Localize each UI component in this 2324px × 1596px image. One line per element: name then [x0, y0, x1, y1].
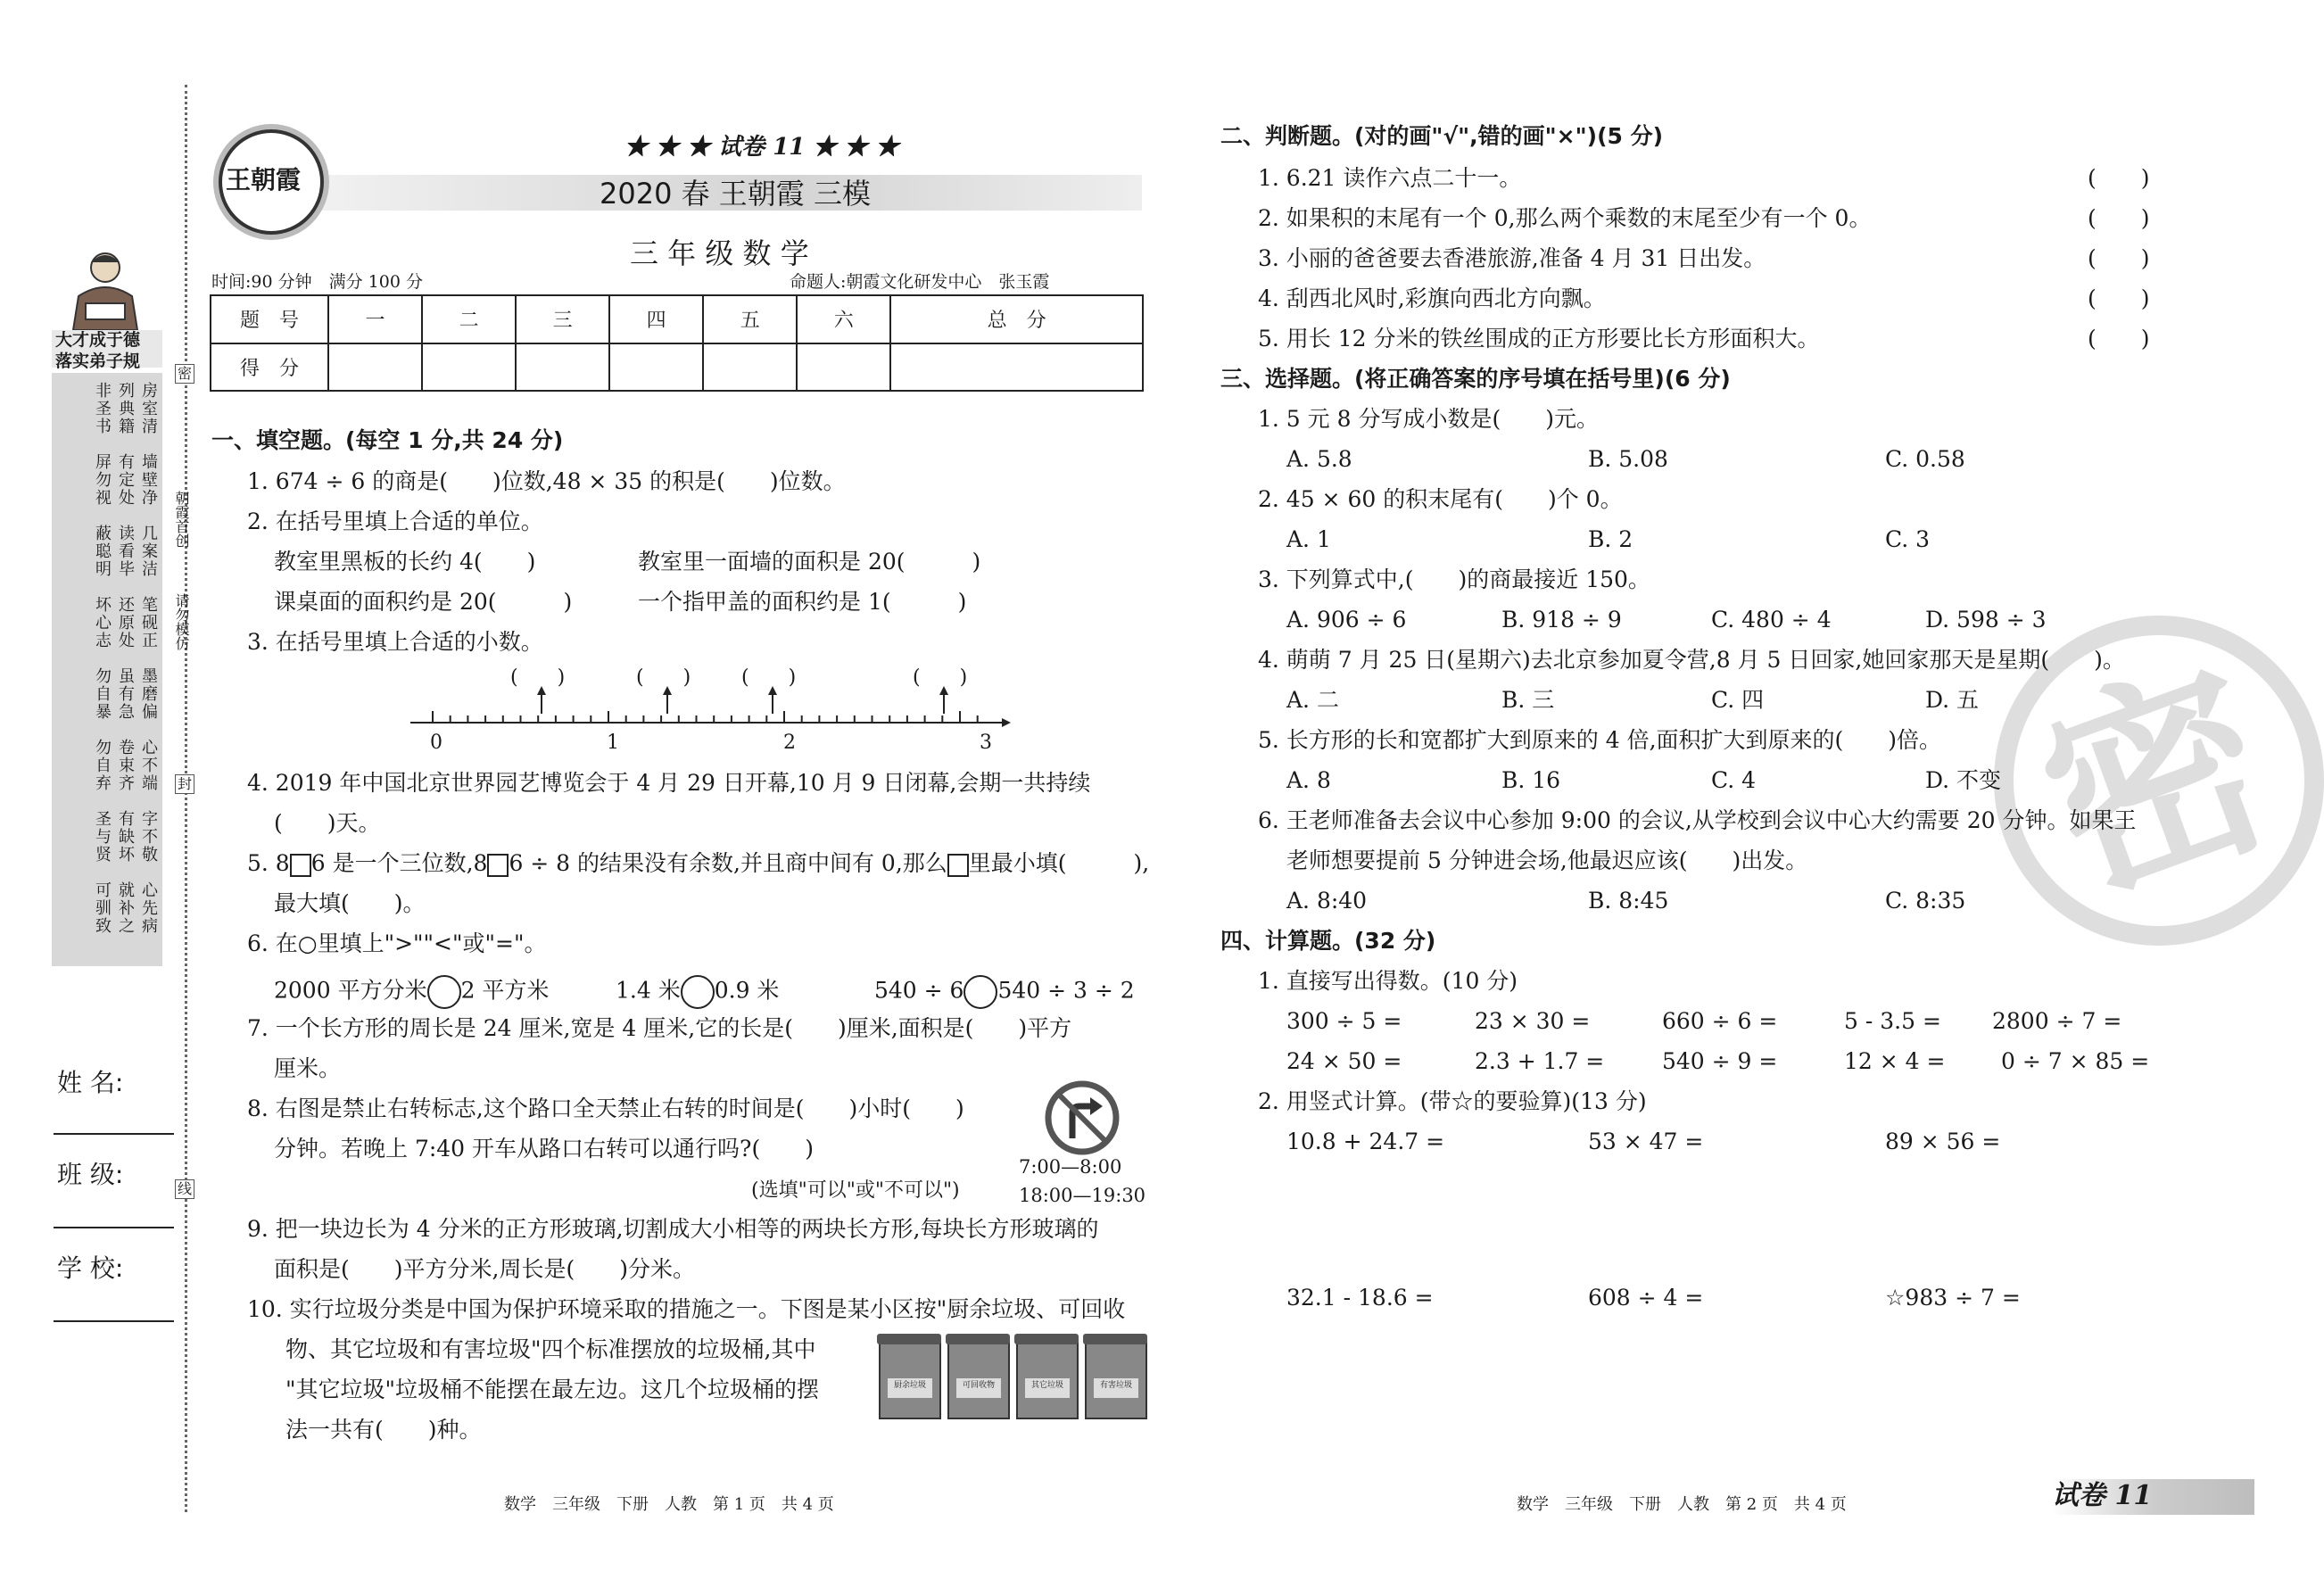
numberline-label-1: 1 — [607, 732, 619, 754]
s3-q6-opt: A. 8:40 — [1286, 888, 1368, 914]
s2-answer-5[interactable]: ( ) — [2088, 326, 2150, 351]
calc-item: 2.3 + 1.7 = — [1475, 1048, 1605, 1074]
name-field[interactable] — [54, 1133, 174, 1135]
motto-phrase: 有缺坏 — [116, 810, 135, 864]
bin-label: 厨余垃圾 — [888, 1378, 932, 1398]
s3-q3: 3. 下列算式中,( )的商最接近 150。 — [1258, 566, 1650, 592]
s2-item-4: 4. 刮西北风时,彩旗向西北方向飘。 — [1258, 285, 1606, 311]
s1-q5a-part1: 5. 8 — [247, 850, 290, 876]
class-label: 班 级: — [57, 1160, 124, 1189]
mascot-figure — [61, 252, 150, 332]
blank-square — [947, 854, 969, 877]
score-col: 五 — [703, 295, 797, 343]
motto-phrase: 还原处 — [116, 596, 135, 649]
name-label: 姓 名: — [57, 1068, 124, 1097]
author-info: 命题人:朝霞文化研发中心 张玉霞 — [790, 272, 1050, 292]
bin-lid — [1014, 1334, 1079, 1344]
subject-title: 三 年 级 数 学 — [630, 236, 809, 270]
s3-q1-opt: B. 5.08 — [1588, 446, 1668, 472]
s2-item-5: 5. 用长 12 分米的铁丝围成的正方形要比长方形面积大。 — [1258, 326, 1820, 351]
s3-q4-opt: C. 四 — [1711, 687, 1765, 713]
sidebar-slogan-1: 大才成于德 — [55, 330, 141, 350]
s4-q2: 2. 用竖式计算。(带☆的要验算)(13 分) — [1258, 1088, 1647, 1114]
numberline-label-0: 0 — [430, 732, 442, 754]
motto-phrase: 勿自暴 — [93, 667, 112, 721]
s3-q2: 2. 45 × 60 的积末尾有( )个 0。 — [1258, 486, 1623, 512]
score-table — [210, 294, 1144, 392]
motto-phrase: 读看毕 — [116, 525, 135, 578]
motto-phrase: 虽有急 — [116, 667, 135, 721]
score-cell[interactable] — [328, 343, 422, 392]
s1-q1: 1. 674 ÷ 6 的商是( )位数,48 × 35 的积是( )位数。 — [247, 468, 846, 494]
s1-q4a: 4. 2019 年中国北京世界园艺博览会于 4 月 29 日开幕,10 月 9 日闭幕,会期一共持续 — [247, 770, 1091, 796]
section4-title: 四、计算题。(32 分) — [1220, 928, 1436, 954]
motto-phrase: 蔽聪明 — [93, 525, 112, 578]
s3-q5: 5. 长方形的长和宽都扩大到原来的 4 倍,面积扩大到原来的( )倍。 — [1258, 727, 1942, 753]
s1-q2: 2. 在括号里填上合适的单位。 — [247, 509, 543, 534]
s3-q5-opt: B. 16 — [1501, 767, 1561, 793]
bin-label: 其它垃圾 — [1025, 1378, 1070, 1398]
s3-q3-opt: B. 918 ÷ 9 — [1501, 607, 1622, 633]
s3-q1: 1. 5 元 8 分写成小数是( )元。 — [1258, 406, 1599, 432]
no-right-turn-icon — [1044, 1079, 1121, 1156]
s2-answer-1[interactable]: ( ) — [2088, 165, 2150, 191]
s1-q5a-part3: 6 ÷ 8 的结果没有余数,并且商中间有 0,那么 — [509, 850, 947, 876]
s1-q8c: (选填"可以"或"不可以") — [751, 1179, 960, 1202]
numberline-blank-1[interactable]: ( ) — [510, 666, 566, 689]
s1-q10b: 物、其它垃圾和有害垃圾"四个标准摆放的垃圾桶,其中 — [285, 1336, 816, 1362]
motto-phrase: 墨磨偏 — [139, 667, 158, 721]
motto-phrase: 可驯致 — [93, 881, 112, 935]
s1-q2b: 教室里一面墙的面积是 20( ) — [638, 549, 981, 575]
seal-mark-3: 线 — [175, 1179, 194, 1199]
score-col: 一 — [328, 295, 422, 343]
bin-lid — [1083, 1334, 1147, 1344]
q6a-right: 2 平方米 — [460, 977, 550, 1004]
s1-q6-row — [274, 975, 549, 1009]
motto-phrase: 几案洁 — [139, 525, 158, 578]
s1-q7b: 厘米。 — [274, 1055, 342, 1081]
vertical-calc-item: ☆983 ÷ 7 = — [1885, 1285, 2021, 1311]
score-col: 总 分 — [890, 295, 1143, 343]
motto-phrase: 卷束齐 — [116, 739, 135, 792]
numberline-blank-3[interactable]: ( ) — [741, 666, 797, 689]
motto-phrase: 圣与贤 — [93, 810, 112, 864]
class-field[interactable] — [54, 1227, 174, 1228]
s1-q2c: 课桌面的面积约是 20( ) — [274, 589, 573, 615]
blank-square — [290, 854, 311, 877]
s2-item-1: 1. 6.21 读作六点二十一。 — [1258, 165, 1522, 191]
s3-q4-opt: D. 五 — [1925, 687, 1980, 713]
calc-item: 540 ÷ 9 = — [1662, 1048, 1778, 1074]
calc-item: 24 × 50 = — [1286, 1048, 1402, 1074]
score-cell[interactable] — [422, 343, 516, 392]
score-row-label: 题 号 — [211, 295, 328, 343]
numberline-blank-4[interactable]: ( ) — [913, 666, 968, 689]
motto-phrase: 非圣书 — [93, 382, 112, 435]
s2-answer-4[interactable]: ( ) — [2088, 285, 2150, 311]
s3-q4-opt: A. 二 — [1286, 687, 1339, 713]
blank-square — [487, 854, 509, 877]
s3-q2-opt: B. 2 — [1588, 526, 1633, 552]
s4-q1: 1. 直接写出得数。(10 分) — [1258, 968, 1518, 994]
footer-left: 数学 三年级 下册 人教 第 1 页 共 4 页 — [504, 1495, 834, 1514]
motto-phrase: 心先病 — [139, 881, 158, 935]
q6c-left: 540 ÷ 6 — [874, 977, 964, 1004]
numberline-label-2: 2 — [783, 732, 796, 754]
s1-q6b — [616, 975, 779, 1009]
motto-phrase: 笔砚正 — [139, 596, 158, 649]
vertical-calc-item: 89 × 56 = — [1885, 1129, 2001, 1154]
score-col: 四 — [609, 295, 703, 343]
score-cell[interactable] — [703, 343, 797, 392]
binding-dotted-line — [185, 85, 187, 1512]
section3-title: 三、选择题。(将正确答案的序号填在括号里)(6 分) — [1220, 366, 1731, 392]
s1-q2d: 一个指甲盖的面积约是 1( ) — [638, 589, 967, 615]
vertical-calc-item: 608 ÷ 4 = — [1588, 1285, 1704, 1311]
motto-phrase: 墙壁净 — [139, 453, 158, 507]
time-info: 时间:90 分钟 满分 100 分 — [211, 272, 423, 292]
bin-label: 有害垃圾 — [1094, 1378, 1138, 1398]
vertical-calc-item: 10.8 + 24.7 = — [1286, 1129, 1445, 1154]
q6b-right: 0.9 米 — [714, 977, 780, 1004]
motto-phrase: 屏勿视 — [93, 453, 112, 507]
numberline-label-3: 3 — [980, 732, 992, 754]
side-mark-1: 朝霞首创 — [173, 491, 190, 548]
bin-label: 可回收物 — [956, 1378, 1001, 1398]
trash-bin-recyclable — [947, 1341, 1010, 1419]
motto-phrase: 字不敬 — [139, 810, 158, 864]
section1-title: 一、填空题。(每空 1 分,共 24 分) — [211, 427, 564, 453]
s1-q7a: 7. 一个长方形的周长是 24 厘米,宽是 4 厘米,它的长是( )厘米,面积是( )平方 — [247, 1015, 1072, 1041]
numberline-blank-2[interactable]: ( ) — [636, 666, 691, 689]
score-row-label: 得 分 — [211, 343, 328, 392]
s1-q8b: 分钟。若晚上 7:40 开车从路口右转可以通行吗?( ) — [274, 1136, 814, 1162]
s1-q4b: ( )天。 — [274, 810, 381, 836]
vertical-calc-item: 32.1 - 18.6 = — [1286, 1285, 1434, 1311]
calc-item: 5 - 3.5 = — [1844, 1008, 1941, 1034]
s3-q5-opt: C. 4 — [1711, 767, 1757, 793]
vertical-calc-item: 53 × 47 = — [1588, 1129, 1704, 1154]
paper-label: ★ ★ ★ 试卷 11 ★ ★ ★ — [624, 134, 899, 161]
s3-q3-opt: A. 906 ÷ 6 — [1286, 607, 1407, 633]
s1-q10c: "其它垃圾"垃圾桶不能摆在最左边。这几个垃圾桶的摆 — [285, 1377, 820, 1402]
motto-phrase: 列典籍 — [116, 382, 135, 435]
s1-q5b: 最大填( )。 — [274, 890, 426, 916]
motto-phrase: 有定处 — [116, 453, 135, 507]
s1-q5a-part4: 里最小填( ), — [968, 850, 1150, 876]
seal-mark-2: 封 — [175, 774, 194, 794]
calc-item: 23 × 30 = — [1475, 1008, 1591, 1034]
s1-q5a-part2: 6 是一个三位数,8 — [310, 850, 488, 876]
q8-time-2: 18:00—19:30 — [1019, 1185, 1146, 1206]
calc-item: 660 ÷ 6 = — [1662, 1008, 1778, 1034]
motto-phrase: 就补之 — [116, 881, 135, 935]
s2-answer-2[interactable]: ( ) — [2088, 205, 2150, 231]
calc-item: 12 × 4 = — [1844, 1048, 1946, 1074]
s3-q1-opt: C. 0.58 — [1885, 446, 1965, 472]
score-cell[interactable] — [797, 343, 890, 392]
compare-circle[interactable] — [681, 975, 715, 1009]
corner-label: 试卷 11 — [2052, 1480, 2153, 1511]
logo-badge — [219, 129, 324, 235]
s2-item-3: 3. 小丽的爸爸要去香港旅游,准备 4 月 31 日出发。 — [1258, 245, 1766, 271]
school-field[interactable] — [54, 1320, 174, 1322]
s3-q3-opt: C. 480 ÷ 4 — [1711, 607, 1832, 633]
bin-lid — [877, 1334, 941, 1344]
s3-q6-opt: B. 8:45 — [1588, 888, 1669, 914]
score-cell[interactable] — [609, 343, 703, 392]
s1-q6c — [874, 975, 1135, 1009]
bin-lid — [946, 1334, 1010, 1344]
s1-q10a: 10. 实行垃圾分类是中国为保护环境采取的措施之一。下图是某小区按"厨余垃圾、可回收 — [247, 1296, 1126, 1322]
s1-q6: 6. 在○里填上">""<"或"="。 — [247, 930, 547, 956]
s2-answer-3[interactable]: ( ) — [2088, 245, 2150, 271]
s1-q9b: 面积是( )平方分米,周长是( )分米。 — [274, 1256, 695, 1282]
exam-title: 2020 春 王朝霞 三模 — [600, 177, 871, 211]
s1-q3: 3. 在括号里填上合适的小数。 — [247, 629, 543, 655]
s3-q4-opt: B. 三 — [1501, 687, 1555, 713]
score-cell[interactable] — [890, 343, 1143, 392]
s3-q4: 4. 萌萌 7 月 25 日(星期六)去北京参加夏令营,8 月 5 日回家,她回家那天是星期( )。 — [1258, 647, 2125, 673]
q6a-left: 2000 平方分米 — [274, 977, 427, 1004]
s3-q5-opt: D. 不变 — [1925, 767, 2002, 793]
s3-q5-opt: A. 8 — [1286, 767, 1331, 793]
motto-phrase: 坏心志 — [93, 596, 112, 649]
s3-q3-opt: D. 598 ÷ 3 — [1925, 607, 2047, 633]
s3-q2-opt: A. 1 — [1286, 526, 1331, 552]
motto-phrase: 勿自弃 — [93, 739, 112, 792]
s1-q2a: 教室里黑板的长约 4( ) — [274, 549, 536, 575]
q6b-left: 1.4 米 — [616, 977, 681, 1004]
footer-right: 数学 三年级 下册 人教 第 2 页 共 4 页 — [1517, 1495, 1847, 1514]
s3-q6b: 老师想要提前 5 分钟进会场,他最迟应该( )出发。 — [1286, 848, 1808, 873]
logo-text: 王朝霞 — [226, 165, 302, 194]
watermark-char: 密 — [2013, 627, 2301, 938]
seal-mark-1: 密 — [175, 364, 194, 384]
score-col: 二 — [422, 295, 516, 343]
s1-q5a — [247, 850, 1149, 877]
sidebar-slogan-2: 落实弟子规 — [55, 351, 141, 371]
trash-bin-food — [879, 1341, 941, 1419]
compare-circle[interactable] — [964, 975, 997, 1009]
s1-q10d: 法一共有( )种。 — [285, 1417, 482, 1443]
compare-circle[interactable] — [427, 975, 461, 1009]
calc-item: 2800 ÷ 7 = — [1992, 1008, 2122, 1034]
s3-q1-opt: A. 5.8 — [1286, 446, 1352, 472]
s2-item-2: 2. 如果积的末尾有一个 0,那么两个乘数的末尾至少有一个 0。 — [1258, 205, 1872, 231]
motto-phrase: 房室清 — [139, 382, 158, 435]
q8-time-1: 7:00—8:00 — [1019, 1156, 1122, 1178]
calc-item: 300 ÷ 5 = — [1286, 1008, 1402, 1034]
score-cell[interactable] — [516, 343, 609, 392]
trash-bin-other — [1016, 1341, 1079, 1419]
trash-bin-hazardous — [1085, 1341, 1147, 1419]
s3-q6-opt: C. 8:35 — [1885, 888, 1966, 914]
motto-phrase: 心不端 — [139, 739, 158, 792]
score-col: 六 — [797, 295, 890, 343]
calc-item: 0 ÷ 7 × 85 = — [2001, 1048, 2150, 1074]
side-mark-2: 请勿模仿 — [173, 593, 190, 650]
score-col: 三 — [516, 295, 609, 343]
s1-q9a: 9. 把一块边长为 4 分米的正方形玻璃,切割成大小相等的两块长方形,每块长方形玻璃的 — [247, 1216, 1099, 1242]
s3-q2-opt: C. 3 — [1885, 526, 1931, 552]
section2-title: 二、判断题。(对的画"√",错的画"×")(5 分) — [1220, 123, 1664, 149]
s1-q8a: 8. 右图是禁止右转标志,这个路口全天禁止右转的时间是( )小时( ) — [247, 1096, 964, 1121]
q6c-right: 540 ÷ 3 ÷ 2 — [997, 977, 1135, 1004]
school-label: 学 校: — [57, 1253, 124, 1283]
s3-q6a: 6. 王老师准备去会议中心参加 9:00 的会议,从学校到会议中心大约需要 20 分钟。如果王 — [1258, 807, 2137, 833]
